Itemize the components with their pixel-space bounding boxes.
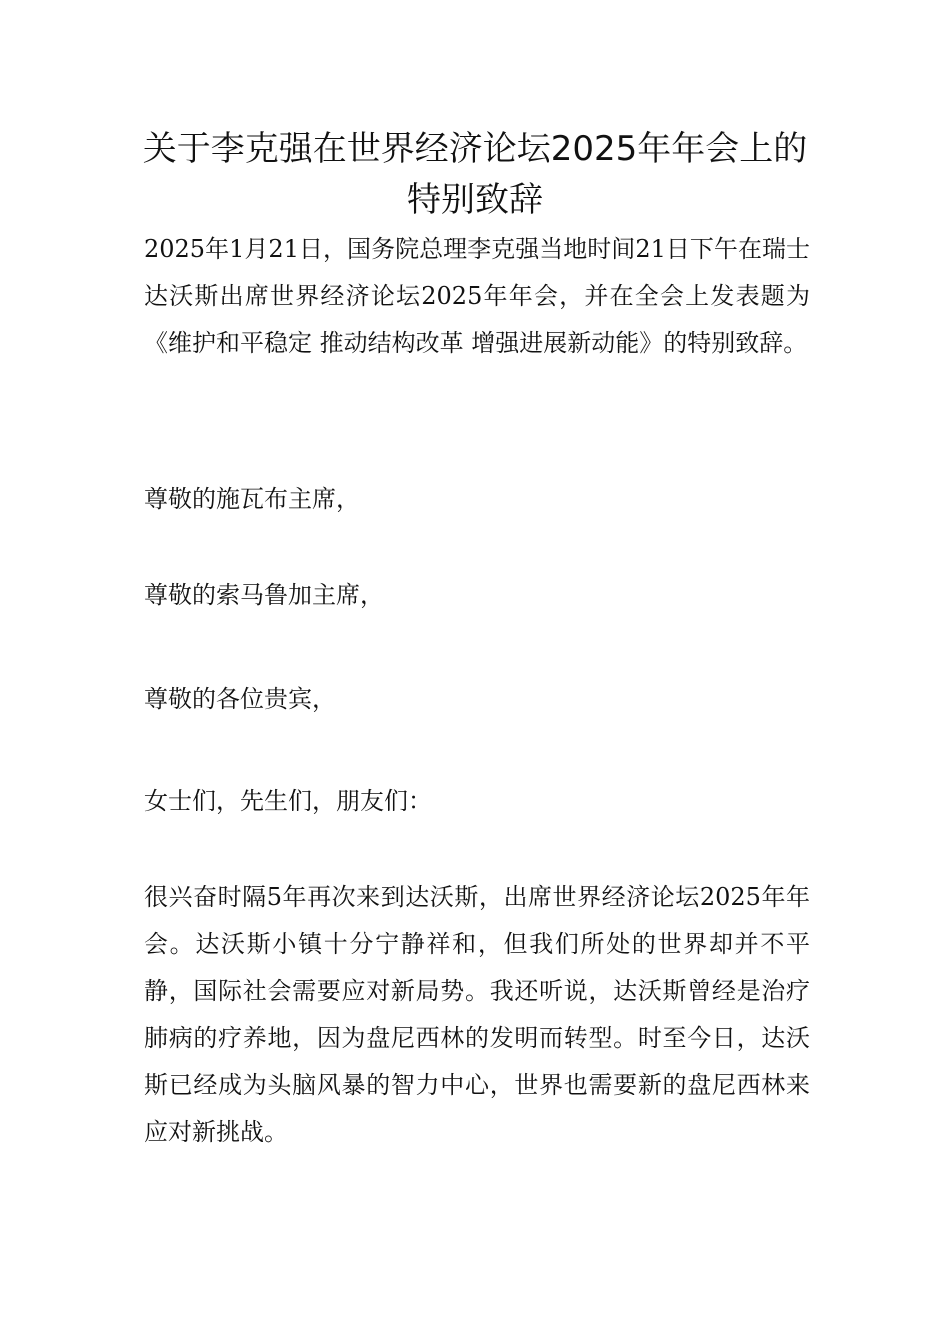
salutation-line: 尊敬的索马鲁加主席， (144, 581, 384, 609)
salutation-line: 女士们，先生们，朋友们： (144, 787, 432, 815)
document-title: 关于李克强在世界经济论坛2025年年会上的特别致辞 (142, 129, 808, 220)
intro-paragraph: 2025年1月21日，国务院总理李克强当地时间21日下午在瑞士达沃斯出席世界经济论坛2025年年会，并在全会上发表题为《维护和平稳定 推动结构改革 增强进展新动能》的特别致辞。 (144, 235, 810, 357)
salutation-line: 尊敬的各位贵宾， (144, 685, 336, 713)
salutation-line: 尊敬的施瓦布主席， (144, 485, 360, 513)
main-paragraph: 很兴奋时隔5年再次来到达沃斯，出席世界经济论坛2025年年会。达沃斯小镇十分宁静祥和，但我们所处的世界却并不平静，国际社会需要应对新局势。我还听说，达沃斯曾经是治疗肺病的疗养地，因为盘尼西林的发明而转型。时至今日，达沃斯已经成为头脑风暴的智力中心，世界也需要新的盘尼西林来应对新挑战。 (144, 883, 810, 1146)
